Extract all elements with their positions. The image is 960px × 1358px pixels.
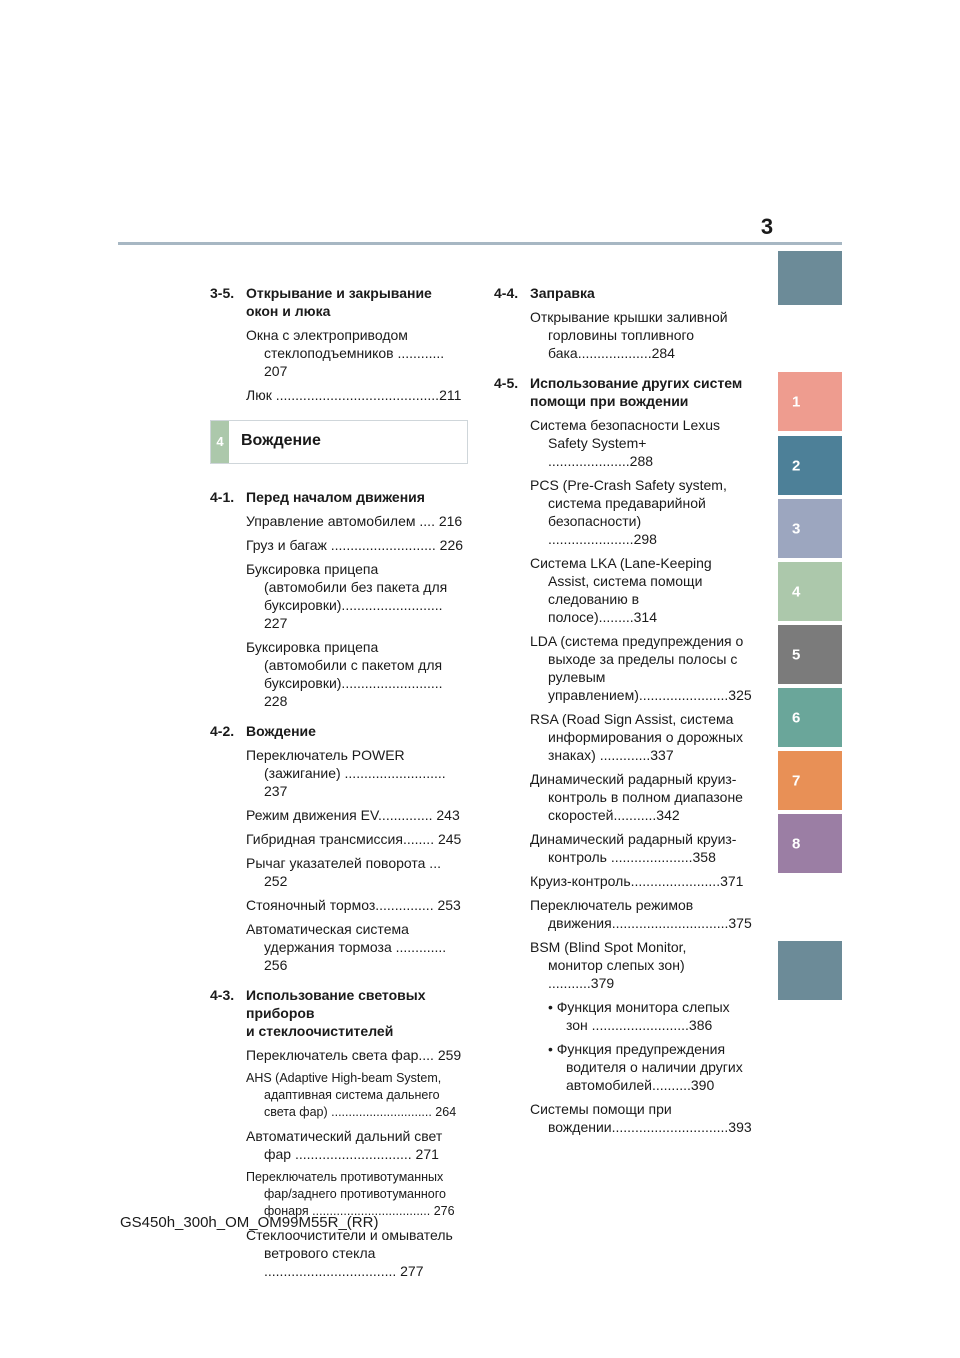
chapter-title: Вождение <box>241 432 321 449</box>
section-title: Использование других систем помощи при вождении <box>530 375 743 409</box>
section-heading-3-5[interactable] <box>210 284 465 320</box>
chapter-tab-label: 7 <box>792 772 801 789</box>
header-rule <box>118 242 842 245</box>
chapter-tab-8[interactable] <box>778 814 842 873</box>
toc-left-column <box>210 284 465 1286</box>
chapter-tab-2[interactable] <box>778 436 842 495</box>
section-title: Открывание и закрывание окон и люка <box>246 285 432 319</box>
chapter-tab-label: 4 <box>792 583 801 600</box>
section-number: 3-5. <box>210 285 235 301</box>
toc-entry[interactable]: Автоматический дальний свет фар .............................. 271 <box>246 1128 443 1162</box>
chapter-tab-label: 6 <box>792 709 801 726</box>
toc-entry[interactable]: Системы помощи при вождении..............................393 <box>530 1101 752 1135</box>
document-footer: GS450h_300h_OM_OM99M55R_(RR) <box>120 1214 379 1231</box>
toc-entry[interactable]: Окна с электроприводом стеклоподъемников ............ 207 <box>246 327 445 379</box>
toc-subentry[interactable]: • Функция монитора слепых зон .........................386 <box>548 999 730 1033</box>
toc-entry[interactable]: Стеклоочистители и омыватель ветрового стекла .................................. 277 <box>246 1227 453 1279</box>
toc-subentry[interactable]: • Функция предупреждения водителя о наличии других автомобилей..........390 <box>548 1041 743 1093</box>
chapter-tab-7[interactable] <box>778 751 842 810</box>
section-title: Вождение <box>246 723 316 739</box>
chapter-tab-label: 2 <box>792 457 801 474</box>
toc-entry[interactable]: BSM (Blind Spot Monitor, монитор слепых зон) ...........379 <box>530 939 687 991</box>
index-tab[interactable] <box>778 941 842 1000</box>
toc-entry[interactable]: RSA (Road Sign Assist, система информирования о дорожных знаках) .............337 <box>530 711 743 763</box>
chapter-tab-1[interactable] <box>778 372 842 431</box>
chapter-tab-5[interactable] <box>778 625 842 684</box>
toc-entry[interactable]: LDA (система предупреждения о выходе за пределы полосы с рулевым управлением).......................325 <box>530 633 752 703</box>
toc-right-column <box>494 284 752 1142</box>
toc-entry[interactable]: Автоматическая система удержания тормоза ............. 256 <box>246 921 447 973</box>
toc-entry[interactable]: AHS (Adaptive High-beam System, адаптивная система дальнего света фар) ............................. 264 <box>246 1071 457 1119</box>
section-heading-4-3[interactable] <box>210 986 465 1040</box>
chapter-tab-4[interactable] <box>778 562 842 621</box>
chapter-number: 4 <box>211 421 229 463</box>
section-title <box>246 986 465 1040</box>
toc-entry[interactable]: Система LKA (Lane-Keeping Assist, система помощи следованию в полосе).........314 <box>530 555 712 625</box>
toc-entry[interactable]: Система безопасности Lexus Safety System+ .....................288 <box>530 417 721 469</box>
section-title: Перед началом движения <box>246 489 425 505</box>
toc-entry[interactable]: Груз и багаж ........................... 226 <box>246 537 464 553</box>
toc-entry[interactable]: Люк ..........................................211 <box>246 387 462 403</box>
toc-entry[interactable]: Динамический радарный круиз-контроль .....................358 <box>530 831 737 865</box>
chapter-tab-label: 1 <box>792 393 801 410</box>
section-title-line: Использование световых приборов <box>246 987 426 1021</box>
chapter-tab-3[interactable] <box>778 499 842 558</box>
chapter-tab-6[interactable] <box>778 688 842 747</box>
section-title: Заправка <box>530 285 595 301</box>
toc-entry[interactable]: PCS (Pre-Crash Safety system, система предаварийной безопасности) ......................298 <box>530 477 727 547</box>
toc-entry[interactable]: Буксировка прицепа (автомобили без пакета для буксировки).......................... 227 <box>246 561 448 631</box>
section-heading-4-2[interactable] <box>210 722 465 740</box>
section-number: 4-1. <box>210 489 235 505</box>
page-number: 3 <box>760 214 774 239</box>
chapter-tab-label: 5 <box>792 646 801 663</box>
chapter-heading[interactable] <box>210 420 468 464</box>
section-number: 4-4. <box>494 285 519 301</box>
chapter-tab-label: 3 <box>792 520 801 537</box>
toc-entry[interactable]: Переключатель противотуманных фар/заднего противотуманного фонаря .................................. 276 <box>246 1170 455 1218</box>
section-number: 4-3. <box>210 987 235 1003</box>
toc-entry[interactable]: Рычаг указателей поворота ... 252 <box>246 855 441 889</box>
section-number: 4-5. <box>494 375 519 391</box>
chapter-tab-label: 8 <box>792 835 801 852</box>
toc-entry[interactable]: Переключатель режимов движения..............................375 <box>530 897 752 931</box>
toc-entry[interactable]: Переключатель света фар.... 259 <box>246 1047 462 1063</box>
toc-entry[interactable]: Круиз-контроль.......................371 <box>530 873 744 889</box>
section-number: 4-2. <box>210 723 235 739</box>
toc-entry[interactable]: Стояночный тормоз............... 253 <box>246 897 461 913</box>
toc-entry[interactable]: Переключатель POWER (зажигание) .......................... 237 <box>246 747 446 799</box>
toc-entry[interactable]: Динамический радарный круиз-контроль в полном диапазоне скоростей...........342 <box>530 771 743 823</box>
index-tab[interactable] <box>778 251 842 305</box>
section-heading-4-5[interactable] <box>494 374 744 410</box>
toc-entry[interactable]: Буксировка прицепа (автомобили с пакетом для буксировки).......................... 228 <box>246 639 443 709</box>
toc-entry[interactable]: Управление автомобилем .... 216 <box>246 513 463 529</box>
section-heading-4-4[interactable] <box>494 284 744 302</box>
toc-entry[interactable]: Гибридная трансмиссия........ 245 <box>246 831 462 847</box>
section-heading-4-1[interactable] <box>210 488 465 506</box>
toc-entry[interactable]: Режим движения EV.............. 243 <box>246 807 460 823</box>
section-title-line: и стеклоочистителей <box>246 1023 394 1039</box>
toc-entry[interactable]: Открывание крышки заливной горловины топливного бака...................284 <box>530 309 728 361</box>
